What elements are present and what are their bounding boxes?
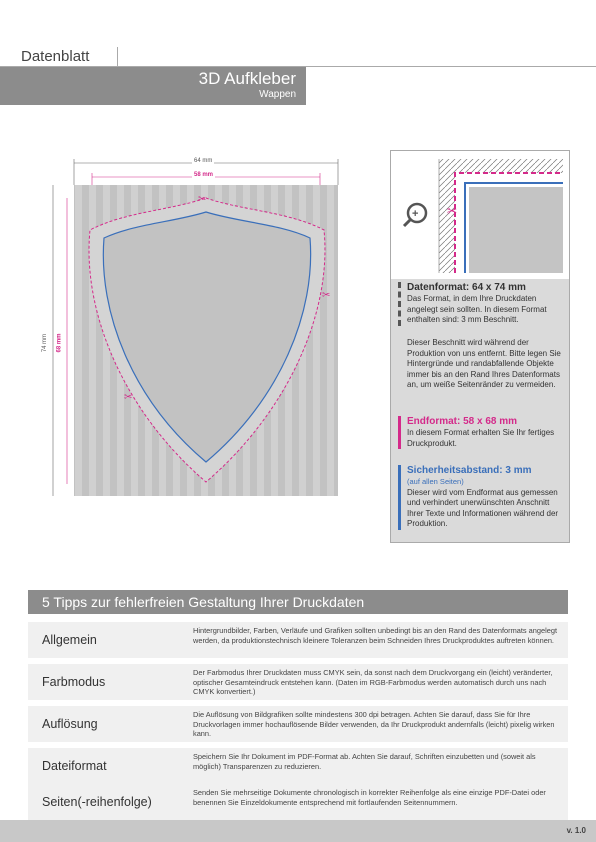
tip-text: Der Farbmodus Ihrer Druckdaten muss CMYK sein, da sonst nach dem Druckvorgang ein (leicht) veränderter, optischer Gesamteindruck entstehen kann. (Daten im RGB-Farbmodus werden automatisch durch uns nach CMYK konvertiert.) — [193, 668, 553, 697]
beschnitt-section — [398, 338, 566, 391]
tip-row — [28, 748, 568, 784]
svg-text:+: + — [412, 208, 419, 220]
outer-width-label: 64 mm — [194, 158, 213, 164]
tip-label: Seiten(-reihenfolge) — [42, 795, 152, 809]
endformat-section — [398, 416, 566, 449]
datenformat-text: Das Format, in dem Ihre Druckdaten angelegt sein sollten. In diesem Format enthalten sind: 3 mm Beschnitt. — [407, 294, 547, 324]
svg-text:✂: ✂ — [447, 204, 458, 218]
scissors-icon: ✂ — [124, 392, 133, 403]
tip-label: Allgemein — [42, 633, 97, 647]
zoom-detail — [391, 151, 569, 279]
tip-row — [28, 622, 568, 658]
beschnitt-text: Dieser Beschnitt wird während der Produktion von uns entfernt. Bitte legen Sie Hintergründe und randabfallende Objekte immer bis an den Rand Ihres Datenformats an, um weiße Seitenränder zu vermeiden. — [407, 338, 561, 389]
inner-width-label: 58 mm — [194, 172, 214, 178]
title-block — [0, 67, 306, 105]
tip-label: Farbmodus — [42, 675, 106, 689]
outer-height-label: 74 mm — [42, 333, 49, 353]
tip-row — [28, 706, 568, 742]
inner-height-label: 68 mm — [56, 333, 63, 353]
sicherheit-title: Sicherheitsabstand: 3 mm — [407, 465, 532, 476]
sicherheit-section — [398, 465, 566, 530]
info-panel — [390, 150, 570, 543]
sicherheit-subtitle: (auf allen Seiten) — [407, 477, 464, 486]
scissors-icon: ✂ — [322, 290, 331, 301]
version-label: v. 1.0 — [566, 826, 586, 835]
footer-bar — [0, 820, 596, 842]
sicherheit-text: Dieser wird vom Endformat aus gemessen und verhindert unerwünschten Anschnitt Ihrer Texte und Informationen während der Produktion. — [407, 487, 559, 528]
tip-text: Hintergrundbilder, Farben, Verläufe und Grafiken sollten unbedingt bis an den Rand des Datenformats angelegt werden, da produktionstechnisch kleinere Toleranzen beim Schneiden Ihres Druckproduktes auftreten können. — [193, 626, 558, 645]
tip-row — [28, 664, 568, 700]
tip-label: Auflösung — [42, 717, 98, 731]
product-subtitle: Wappen — [259, 89, 296, 100]
endformat-title: Endformat: 58 x 68 mm — [407, 416, 518, 427]
product-title: 3D Aufkleber — [198, 69, 296, 88]
tip-label: Dateiformat — [42, 759, 107, 773]
scissors-icon: ✂ — [198, 194, 207, 205]
shield-drawing — [40, 150, 360, 510]
datenformat-section — [398, 282, 566, 326]
tip-text: Die Auflösung von Bildgrafiken sollte mindestens 300 dpi betragen. Achten Sie darauf, dass Sie für Ihre Druckvorlagen immer hochauflösende Bilder verwenden, da Ihr Druckprodukt andernfalls (leicht) pixelig wirken kann. — [193, 710, 555, 739]
datasheet-label: Datenblatt — [0, 47, 118, 67]
tip-text: Speichern Sie Ihr Dokument im PDF-Format ab. Achten Sie darauf, Schriften einzubetten und (soweit als möglich) Transparenzen zu reduzieren. — [193, 752, 536, 771]
datenformat-title: Datenformat: 64 x 74 mm — [407, 282, 526, 293]
endformat-text: In diesem Format erhalten Sie Ihr fertiges Druckprodukt. — [407, 428, 555, 448]
tip-row — [28, 784, 568, 820]
tip-text: Senden Sie mehrseitige Dokumente chronologisch in korrekter Reihenfolge als eine einzige PDF-Datei oder benennen Sie Einzeldokumente entsprechend mit fortlaufenden Seitennummern. — [193, 788, 546, 807]
tips-title: 5 Tipps zur fehlerfreien Gestaltung Ihrer Druckdaten — [28, 590, 568, 614]
